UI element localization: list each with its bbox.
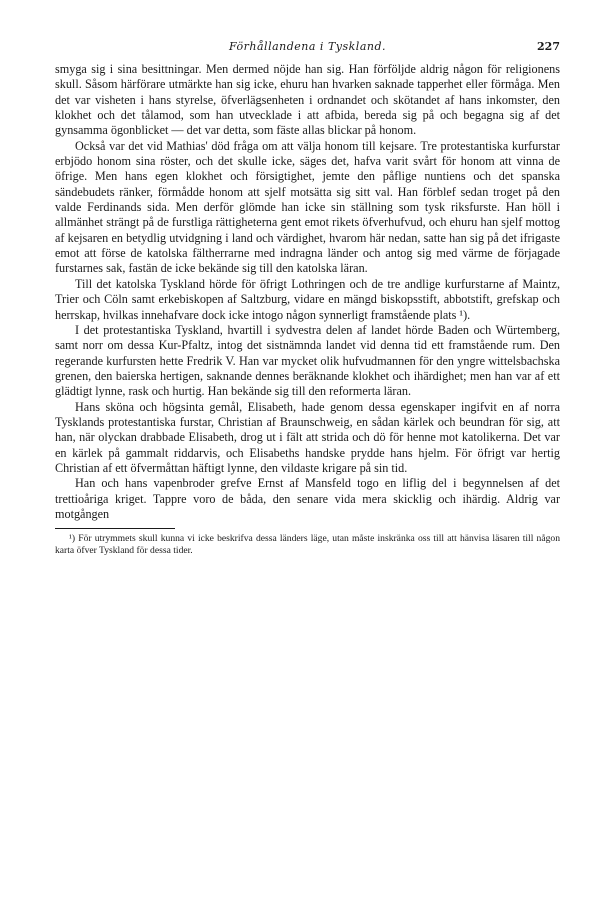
footnote-rule <box>55 528 175 529</box>
footnote-text: ¹) För utrymmets skull kunna vi icke beskrifva dessa länders läge, utan måste inskränka oss till att hänvisa läsaren till någon karta öfver Tyskland för dessa tider. <box>55 533 560 556</box>
page-number: 227 <box>537 40 560 53</box>
paragraph: Också var det vid Mathias' död fråga om att välja honom till kejsare. Tre protestantiska kurfurstar erbjödo honom sina röster, och det skulle icke, säges det, hafva varit svårt för honom att vinna de öfrige. Men hans egen klokhet och försigtighet, jemte den påflige nuntiens och det spanska sändebudets ränker, förmådde honom att sjelf motsätta sig sitt val. Han förblef sedan troget på den valde Ferdinands sida. Men derför glömde han icke sin ställning som tysk riksfurste. Han höll i allmänhet strängt på de furstliga rättigheterna gent emot rikets öfverhufvud, och ehuru han sjelf mottog af kejsaren en betydlig utvidgning i land och värdighet, hvarom här nedan, satte han sig på det ifrigaste emot att förse de katolska fältherrarne med indragna länder och antog sig med värme de förjagade furstarnes sak, fastän de icke bekände sig till den katolska läran. <box>55 138 560 276</box>
paragraph-continued: smyga sig i sina besittningar. Men dermed nöjde han sig. Han förföljde aldrig någon för religionens skull. Såsom härförare utmärkte han sig icke, ehuru han hvarken saknade tapperhet eller förmåga. Men det var visheten i hans styrelse, öfverlägsenheten i ordnandet och skötandet af hans inkomster, den klokhet och det tålamod, som han utvecklade i att afbida, bereda sig på och begagna sig af det gynsamma ögonblicket — det var detta, som fäste allas blickar på honom. <box>55 62 560 138</box>
paragraph: Han och hans vapenbroder grefve Ernst af Mansfeld togo en liflig del i begynnelsen af det trettioåriga kriget. Tappre voro de båda, den senare vida mera skicklig och ihärdig. Aldrig var motgången <box>55 476 560 521</box>
paragraph: Hans sköna och högsinta gemål, Elisabeth, hade genom dessa egenskaper ingifvit en af norra Tysklands protestantiska furstar, Christian af Braunschweig, en sådan kärlek och beundran för sig, att han, när olyckan drabbade Elisabeth, drog ut i fält att strida och dö för henne mot katolikerna. Det var en kärlek på gammalt riddarvis, och Elisabeths handske prydde hans hjelm. För öfrigt var hertig Christian af ett öfvermåttan häftigt lynne, den vildaste krigare på sin tid. <box>55 399 560 475</box>
book-page <box>55 40 560 556</box>
paragraph: Till det katolska Tyskland hörde för öfrigt Lothringen och de tre andlige kurfurstarne af Maintz, Trier och Cöln samt erkebiskopen af Saltzburg, vidare en mängd biskopsstift, abbotstift, grefskap och herrskap, hvilkas innehafvare dock icke intogo någon synnerligt framstående plats ¹). <box>55 276 560 322</box>
paragraph: I det protestantiska Tyskland, hvartill i sydvestra delen af landet hörde Baden och Würtemberg, samt norr om dessa Kur-Pfaltz, intog det sistnämnda landet vid denna tid ett framstående rum. Den regerande kurfursten hette Fredrik V. Han var mycket olik hufvudmannen för den yngre wittelsbachska grenen, den baierska hertigen, saknande dennes beräknande klokhet och ihärdighet; men han var af ett glädtigt lynne, rask och hurtig. Han bekände sig till den reformerta läran. <box>55 322 560 399</box>
body-text <box>55 62 560 522</box>
running-head-title: Förhållandena i Tyskland. <box>229 40 386 53</box>
footnote <box>55 533 560 556</box>
running-head <box>55 40 560 62</box>
